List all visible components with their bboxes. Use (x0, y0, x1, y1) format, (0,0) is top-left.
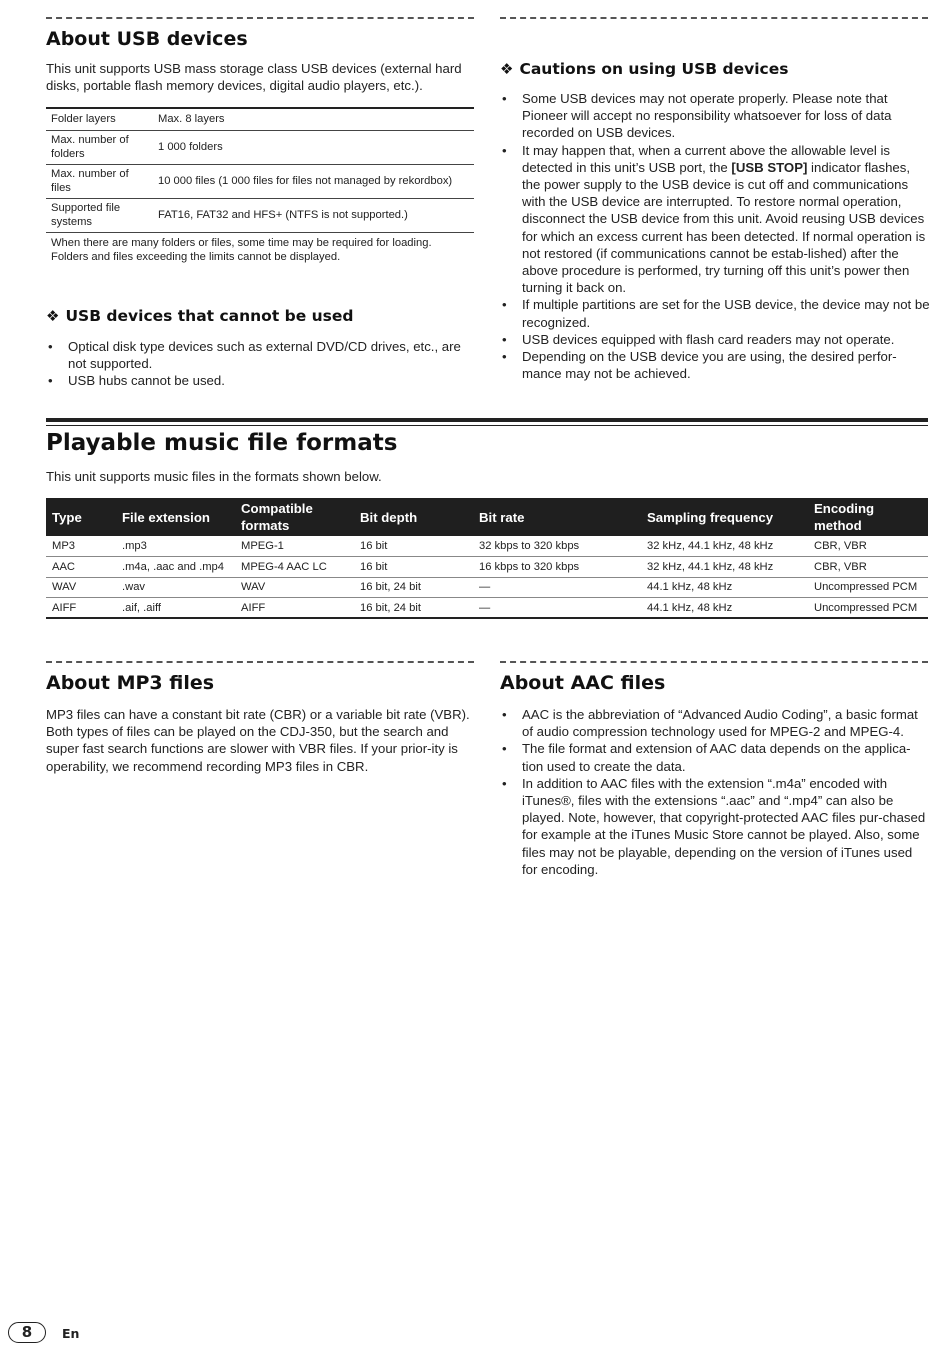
table-cell: Uncompressed PCM (808, 598, 928, 619)
table-cell: — (473, 577, 641, 598)
usb-cautions-title (500, 60, 788, 78)
table-row (46, 557, 928, 578)
spec-value: 10 000 files (1 000 files for files not managed by rekordbox) (153, 164, 474, 198)
section-divider-usb (46, 17, 474, 19)
list-item: • Some USB devices may not operate properly. Please note that Pioneer will accept no responsibility whatsoever for loss of data recorded on USB devices. (500, 90, 930, 142)
table-cell: AIFF (235, 598, 354, 619)
spec-value: FAT16, FAT32 and HFS+ (NTFS is not supported.) (153, 198, 474, 232)
table-cell: WAV (235, 577, 354, 598)
table-cell: 16 bit, 24 bit (354, 598, 473, 619)
formats-intro: This unit supports music files in the formats shown below. (46, 469, 382, 484)
formats-section-title: Playable music file formats (46, 430, 398, 456)
table-cell: — (473, 598, 641, 619)
list-item: • Depending on the USB device you are using, the desired perfor-mance may not be achieved. (500, 348, 930, 382)
section-divider-mp3 (46, 661, 474, 663)
column-header: Sampling frequency (641, 498, 808, 536)
usb-intro: This unit supports USB mass storage class USB devices (external hard disks, portable flash memory devices, digital audio players, etc.). (46, 61, 462, 94)
usb-cautions-list (500, 90, 930, 382)
table-cell: CBR, VBR (808, 536, 928, 557)
section-divider-aac (500, 661, 928, 663)
table-row (46, 164, 474, 198)
table-row (46, 577, 928, 598)
table-cell: 16 bit (354, 557, 473, 578)
table-cell: 32 kHz, 44.1 kHz, 48 kHz (641, 557, 808, 578)
usb-cautions-title-text: Cautions on using USB devices (519, 60, 789, 78)
table-cell: 44.1 kHz, 48 kHz (641, 598, 808, 619)
language-label: En (62, 1326, 80, 1341)
aac-section-title: About AAC files (500, 672, 666, 694)
list-item: • Optical disk type devices such as external DVD/CD drives, etc., are not supported. (46, 338, 476, 372)
usb-cannot-title-text: USB devices that cannot be used (65, 307, 354, 325)
table-cell: 16 bit (354, 536, 473, 557)
table-cell: MPEG-4 AAC LC (235, 557, 354, 578)
table-cell: WAV (46, 577, 116, 598)
section-rule-thin (46, 425, 928, 426)
caution-text: indicator flashes, the power supply to the USB device is cut off and communications with the USB device are interrupted. To restore normal operation, disconnect the USB device from this unit. Avoid reusing USB devices for which an excess current has been detected. If normal operation is not restored (if communications cannot be estab-lished) after the above procedure is performed, try turning off this unit’s power then turning it back on. (522, 159, 926, 296)
list-item: • USB hubs cannot be used. (46, 372, 476, 389)
column-header: Type (46, 498, 116, 536)
list-item (500, 142, 930, 297)
mp3-section-title: About MP3 files (46, 672, 215, 694)
page-number: 8 (8, 1322, 46, 1343)
list-item: • AAC is the abbreviation of “Advanced Audio Coding”, a basic format of audio compression technology used for MPEG-2 and MPEG-4. (500, 706, 930, 740)
spec-note: When there are many folders or files, some time may be required for loading. Folders and files exceeding the limits cannot be displayed. (51, 236, 432, 263)
table-cell: .wav (116, 577, 235, 598)
table-cell: .aif, .aiff (116, 598, 235, 619)
column-header: File extension (116, 498, 235, 536)
column-header: Compatible formats (235, 498, 354, 536)
spec-value: 1 000 folders (153, 130, 474, 164)
column-header: Bit depth (354, 498, 473, 536)
table-cell: AIFF (46, 598, 116, 619)
section-rule-thick (46, 418, 928, 422)
spec-value: Max. 8 layers (153, 108, 474, 130)
table-cell: 16 bit, 24 bit (354, 577, 473, 598)
spec-label: Max. number of folders (46, 130, 153, 164)
aac-list (500, 706, 930, 878)
table-row (46, 232, 474, 267)
table-cell: .m4a, .aac and .mp4 (116, 557, 235, 578)
table-cell: MP3 (46, 536, 116, 557)
table-cell: 44.1 kHz, 48 kHz (641, 577, 808, 598)
table-row (46, 536, 928, 557)
table-header-row (46, 498, 928, 536)
usb-section-title: About USB devices (46, 28, 248, 50)
mp3-text: MP3 files can have a constant bit rate (CBR) or a variable bit rate (VBR). Both types of files can be played on the CDJ-350, but the search and super fast search functions are slower with VBR files. If your prior-ity is operability, we recommend recording MP3 files in CBR. (46, 707, 470, 774)
usb-cannot-list (46, 338, 476, 390)
table-cell: .mp3 (116, 536, 235, 557)
table-cell: AAC (46, 557, 116, 578)
usb-stop-indicator-label: [USB STOP] (731, 159, 808, 175)
spec-label: Max. number of files (46, 164, 153, 198)
table-cell: MPEG-1 (235, 536, 354, 557)
spec-label: Supported file systems (46, 198, 153, 232)
caution-text: It may happen that, when a current above the allowable level is detected in this unit’s USB port, the (522, 142, 891, 175)
diamond-bullet-icon: ❖ (500, 60, 514, 78)
spec-label: Folder layers (46, 108, 153, 130)
table-row (46, 198, 474, 232)
list-item: • USB devices equipped with flash card readers may not operate. (500, 331, 930, 348)
section-divider-usb-right (500, 17, 928, 19)
table-cell: 16 kbps to 320 kbps (473, 557, 641, 578)
table-row (46, 130, 474, 164)
table-cell: Uncompressed PCM (808, 577, 928, 598)
column-header: Bit rate (473, 498, 641, 536)
usb-cannot-title (46, 307, 354, 325)
usb-spec-table (46, 107, 474, 267)
list-item: • The file format and extension of AAC data depends on the applica-tion used to create the data. (500, 740, 930, 774)
table-row (46, 108, 474, 130)
table-cell: 32 kbps to 320 kbps (473, 536, 641, 557)
column-header: Encoding method (808, 498, 928, 536)
formats-table (46, 498, 928, 619)
list-item: • If multiple partitions are set for the USB device, the device may not be recognized. (500, 296, 930, 330)
list-item: • In addition to AAC files with the extension “.m4a” encoded with iTunes®, files with the extensions “.aac” and “.mp4” can also be played. Note, however, that copyright-protected AAC files pur-chased for example at the iTunes Music Store cannot be played. Also, some files may not be playable, depending on the version of iTunes used for encoding. (500, 775, 930, 878)
diamond-bullet-icon: ❖ (46, 307, 60, 325)
table-row (46, 598, 928, 619)
table-cell: CBR, VBR (808, 557, 928, 578)
table-cell: 32 kHz, 44.1 kHz, 48 kHz (641, 536, 808, 557)
